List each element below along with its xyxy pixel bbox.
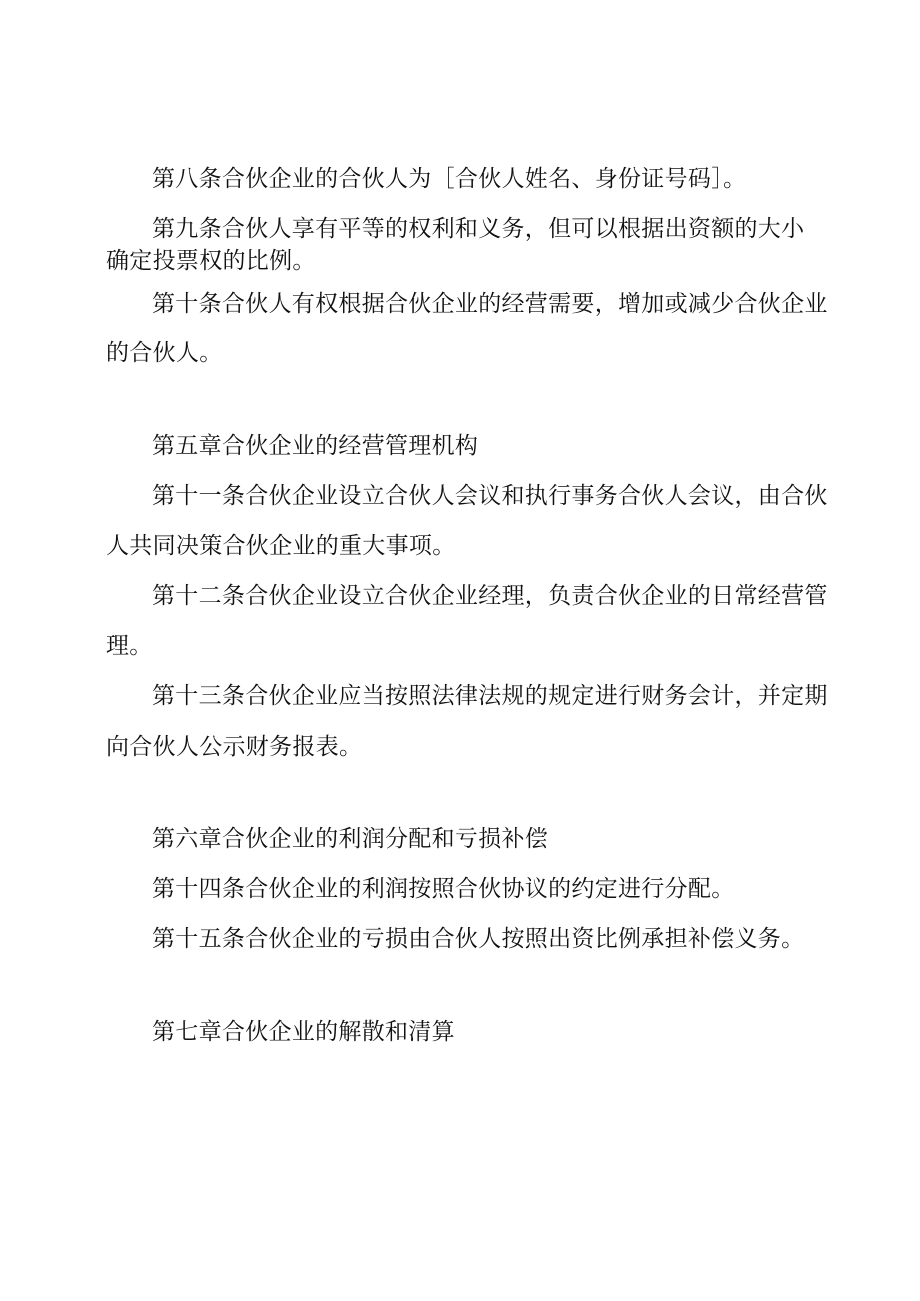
article-13-line-2: 向合伙人公示财务报表。 <box>106 734 363 760</box>
chapter-6-heading: 第六章合伙企业的利润分配和亏损补偿 <box>152 826 549 852</box>
article-9-line-2: 确定投票权的比例。 <box>106 248 316 274</box>
article-11-line-1: 第十一条合伙企业设立合伙人会议和执行事务合伙人会议，由合伙 <box>152 483 828 509</box>
article-12-line-1: 第十二条合伙企业设立合伙企业经理，负责合伙企业的日常经营管 <box>152 583 828 609</box>
chapter-7-heading: 第七章合伙企业的解散和清算 <box>152 1019 455 1045</box>
article-8-line-1: 第八条合伙企业的合伙人为［合伙人姓名、身份证号码］。 <box>152 166 747 192</box>
chapter-5-heading: 第五章合伙企业的经营管理机构 <box>152 433 479 459</box>
article-10-line-1: 第十条合伙人有权根据合伙企业的经营需要，增加或减少合伙企业 <box>152 291 828 317</box>
article-15-line-1: 第十五条合伙企业的亏损由合伙人按照出资比例承担补偿义务。 <box>152 926 805 952</box>
article-9-line-1: 第九条合伙人享有平等的权利和义务，但可以根据出资额的大小 <box>152 216 805 242</box>
article-12-line-2: 理。 <box>106 633 153 659</box>
article-13-line-1: 第十三条合伙企业应当按照法律法规的规定进行财务会计，并定期 <box>152 683 828 709</box>
article-11-line-2: 人共同决策合伙企业的重大事项。 <box>106 533 456 559</box>
article-14-line-1: 第十四条合伙企业的利润按照合伙协议的约定进行分配。 <box>152 876 735 902</box>
article-10-line-2: 的合伙人。 <box>106 340 223 366</box>
